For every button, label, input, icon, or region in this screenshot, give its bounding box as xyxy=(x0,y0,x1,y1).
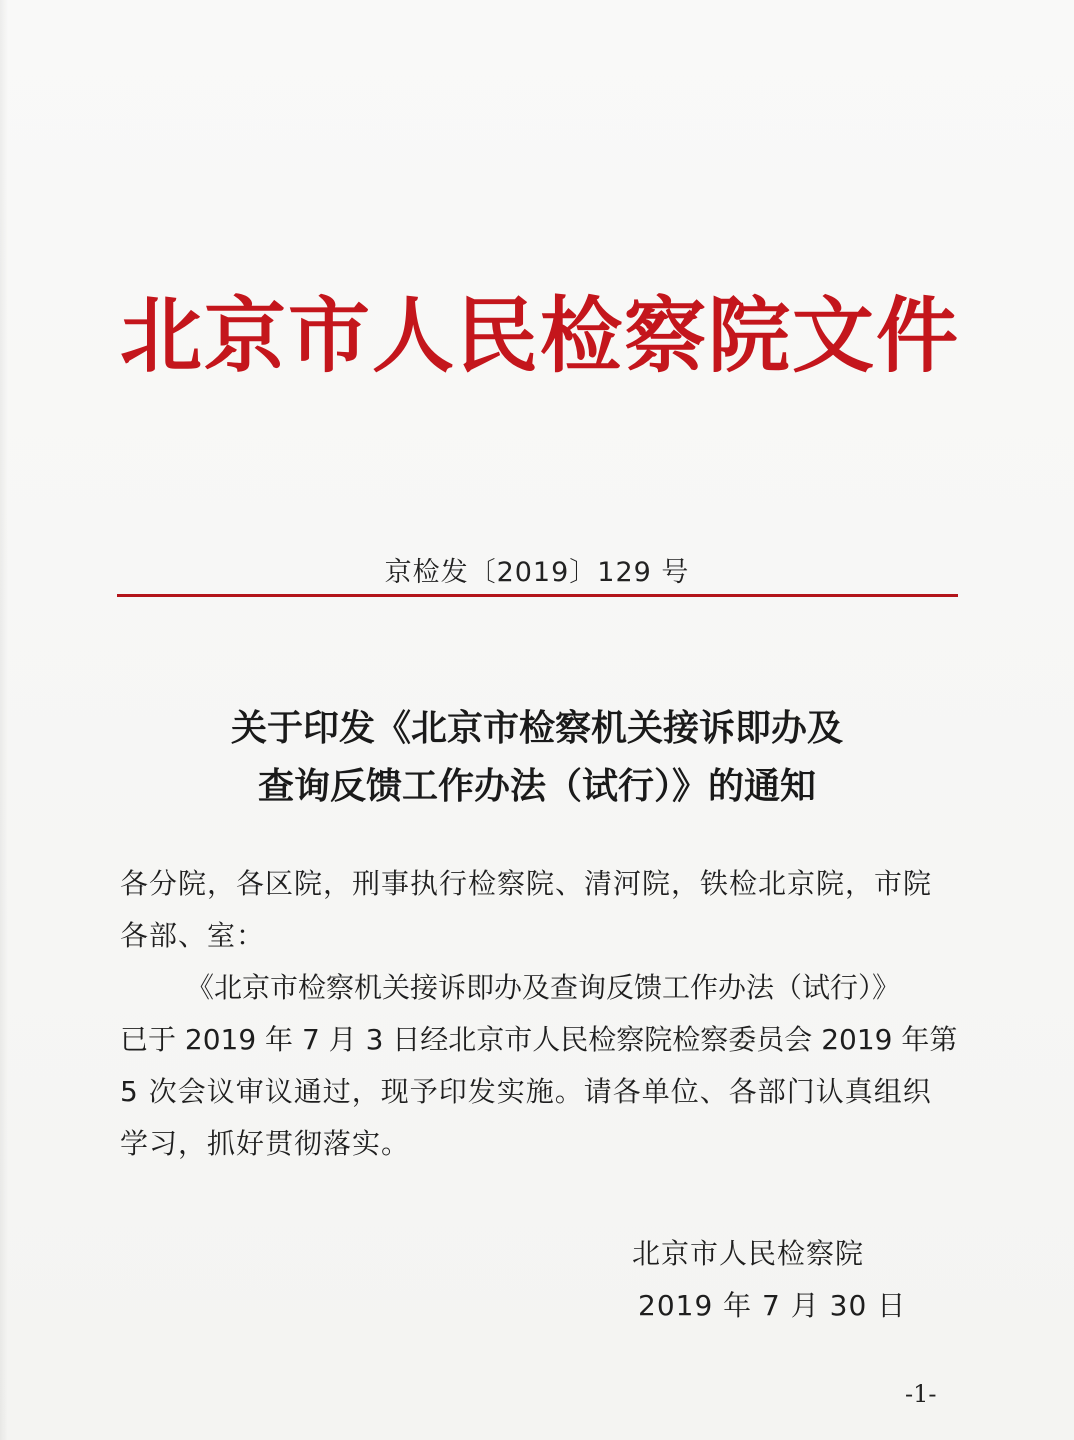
signature-organization: 北京市人民检察院 xyxy=(632,1237,865,1270)
recipients-line-1: 各分院，各区院，刑事执行检察院、清河院，铁检北京院，市院 xyxy=(120,867,933,900)
page-number: -1- xyxy=(905,1380,937,1408)
body-paragraph-line: 5 次会议审议通过，现予印发实施。请各单位、各部门认真组织 xyxy=(120,1075,932,1108)
document-number: 京检发〔2019〕129 号 xyxy=(384,557,690,588)
body-paragraph-line: 学习，抓好贯彻落实。 xyxy=(120,1127,411,1160)
notice-title-line-1: 关于印发《北京市检察机关接诉即办及 xyxy=(230,708,843,749)
red-separator-line xyxy=(117,594,958,597)
notice-title-line-2: 查询反馈工作办法（试行）》的通知 xyxy=(257,766,816,807)
body-paragraph-line: 已于 2019 年 7 月 3 日经北京市人民检察院检察委员会 2019 年第 xyxy=(120,1023,958,1056)
body-paragraph-line: 《北京市检察机关接诉即办及查询反馈工作办法（试行）》 xyxy=(186,971,901,1004)
masthead-title: 北京市人民检察院文件 xyxy=(119,288,960,384)
signature-date: 2019 年 7 月 30 日 xyxy=(638,1289,907,1322)
recipients-line-2: 各部、室： xyxy=(120,919,266,952)
